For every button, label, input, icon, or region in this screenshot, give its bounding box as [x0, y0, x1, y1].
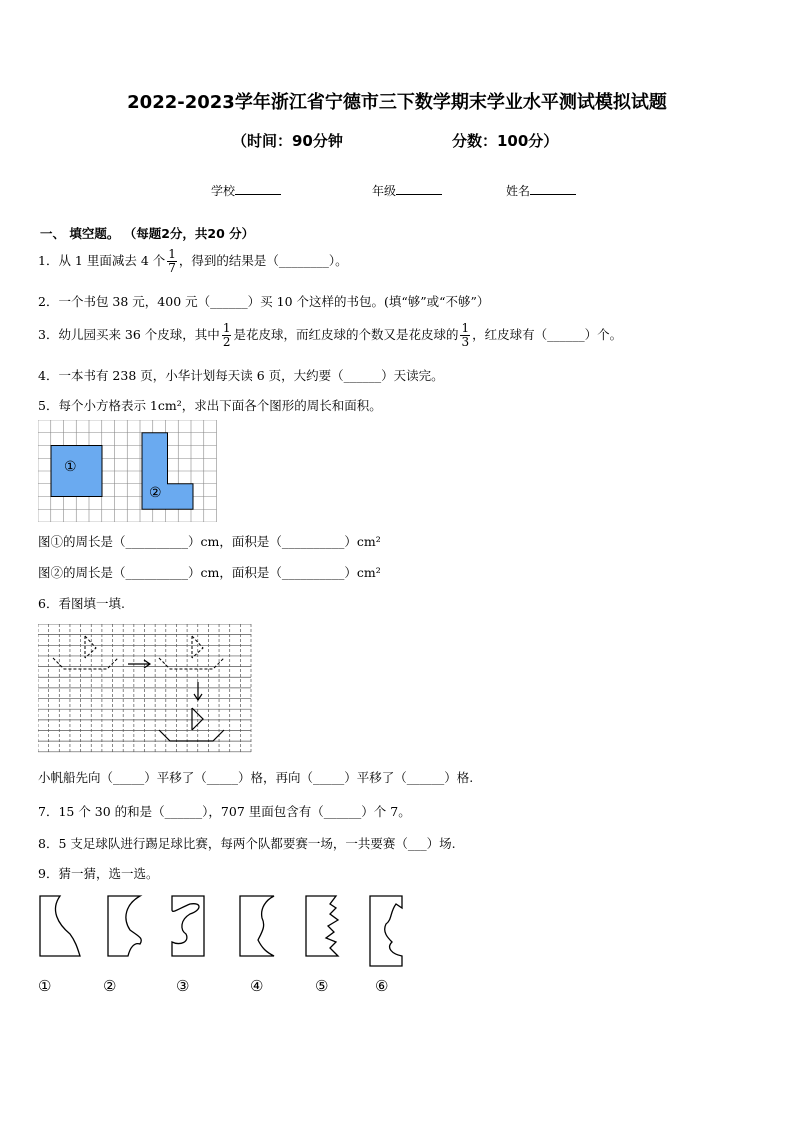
- q9-label-3: ③: [176, 977, 190, 995]
- piece-1-shape: [40, 896, 80, 956]
- arrow-down-icon: [194, 682, 202, 700]
- q5-answer-2: 图②的周长是（__________）cm，面积是（__________）cm²: [38, 565, 381, 580]
- q6-grid-figure: [38, 624, 252, 754]
- q9-label-6: ⑥: [375, 977, 389, 995]
- boat-original: [53, 636, 118, 669]
- question-2: 2．一个书包 38 元，400 元（______）买 10 个这样的书包。(填“够”或“不够”）: [38, 294, 490, 309]
- q9-label-2: ②: [103, 977, 117, 995]
- question-6: 6．看图填一填.: [38, 596, 125, 611]
- piece-4-shape: [240, 896, 274, 956]
- boat-final: [159, 708, 224, 741]
- question-1: 1．从 1 里面减去 4 个 $\frac{1}{7}$ ，得到的结果是（________）。: [38, 247, 348, 275]
- piece-2-shape: [108, 896, 141, 956]
- name-field: 姓名: [506, 182, 576, 199]
- piece-3-shape: [172, 896, 204, 956]
- q6-grid: [38, 624, 251, 752]
- time-label: （时间：90分钟: [232, 132, 343, 150]
- q9-label-1: ①: [38, 977, 52, 995]
- q5-grid-figure: [38, 420, 222, 522]
- question-9: 9．猜一猜，选一选。: [38, 866, 159, 881]
- school-field: 学校: [211, 182, 281, 199]
- q9-label-5: ⑤: [315, 977, 329, 995]
- piece-6-shape: [370, 896, 402, 966]
- question-8: 8．5 支足球队进行踢足球比赛，每两个队都要赛一场，一共要赛（___）场.: [38, 836, 456, 851]
- grade-field: 年级: [372, 182, 442, 199]
- q9-shapes-figure: [30, 890, 430, 1000]
- question-5: 5．每个小方格表示 1cm²，求出下面各个图形的周长和面积。: [38, 398, 382, 413]
- question-3: 3．幼儿园买来 36 个皮球，其中 $\frac{1}{2}$ 是花皮球，而红皮球的个数又是花皮球的 $\frac{1}{3}$ ，红皮球有（______）个。: [38, 321, 623, 349]
- question-7: 7．15 个 30 的和是（______），707 里面包含有（______）个 7。: [38, 804, 411, 819]
- q9-label-4: ④: [250, 977, 264, 995]
- shape-1-label: ①: [64, 459, 77, 475]
- page-title: 2022-2023学年浙江省宁德市三下数学期末学业水平测试模拟试题: [127, 92, 667, 113]
- boat-moved: [159, 636, 224, 669]
- q6-answer: 小帆船先向（_____）平移了（_____）格，再向（_____）平移了（______）格.: [38, 770, 474, 785]
- piece-5-shape: [306, 896, 338, 956]
- question-4: 4．一本书有 238 页，小华计划每天读 6 页，大约要（______）天读完。: [38, 368, 444, 383]
- shape-2-label: ②: [149, 485, 162, 501]
- score-label: 分数：100分）: [452, 132, 559, 150]
- q5-answer-1: 图①的周长是（__________）cm，面积是（__________）cm²: [38, 534, 381, 549]
- section-heading: 一、 填空题。 （每题2分，共20 分）: [40, 226, 255, 241]
